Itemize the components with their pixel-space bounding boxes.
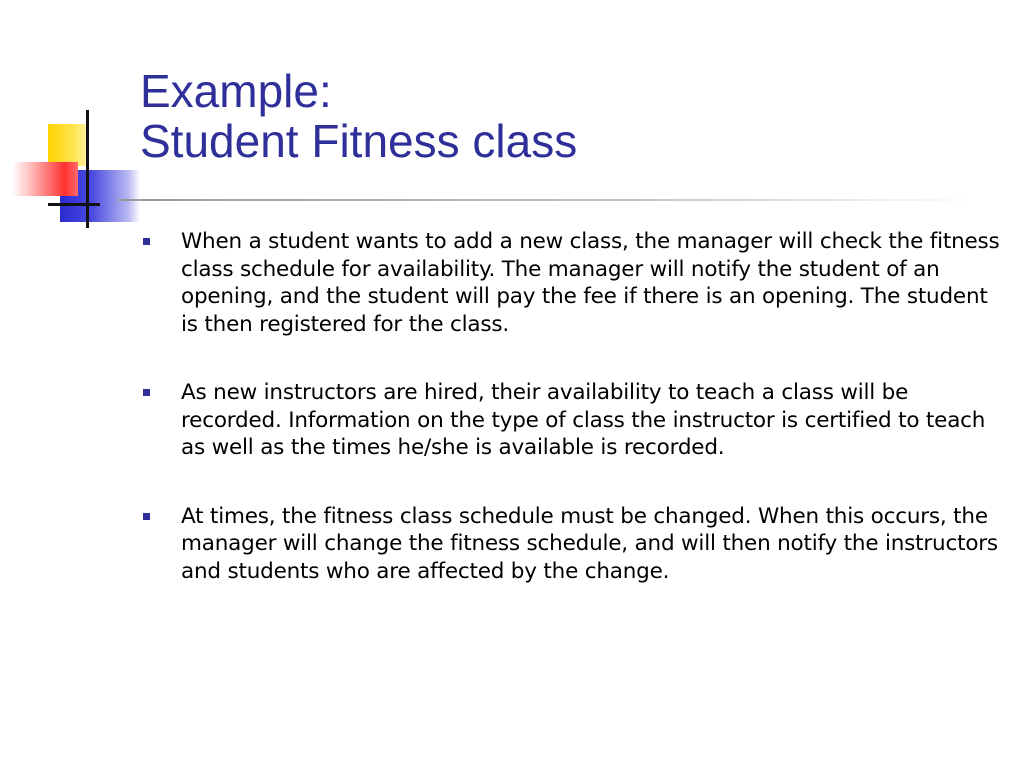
yellow-square-decoration [48,124,88,166]
square-bullet-icon [143,513,150,520]
bullet-text: At times, the fitness class schedule must be changed. When this occurs, the manager will change the fitness schedule, and will then notify the instructors and students who are affected by the change. [181,503,998,584]
bullet-item [140,379,1000,462]
slide-title-line-2: Student Fitness class [140,115,578,167]
corner-ornament [0,100,150,240]
square-bullet-icon [143,238,150,245]
bullet-list [140,228,1000,626]
slide-title [140,66,577,166]
square-bullet-icon [143,389,150,396]
red-bar-decoration [12,162,78,196]
bullet-text: As new instructors are hired, their availability to teach a class will be recorded. Information on the type of class the instructor is certified to teach as well as the times he/she is available is recorded. [181,380,986,460]
title-divider [118,199,978,201]
bullet-item [140,503,1000,586]
slide-title-line-1: Example: [140,65,332,117]
bullet-item [140,228,1000,338]
vertical-line-decoration [86,110,89,228]
bullet-text: When a student wants to add a new class, the manager will check the fitness class schedule for availability. The manager will notify the student of an opening, and the student will pay the fee if there is an opening. The student is then registered for the class. [181,229,1000,337]
horizontal-line-decoration [48,203,100,206]
